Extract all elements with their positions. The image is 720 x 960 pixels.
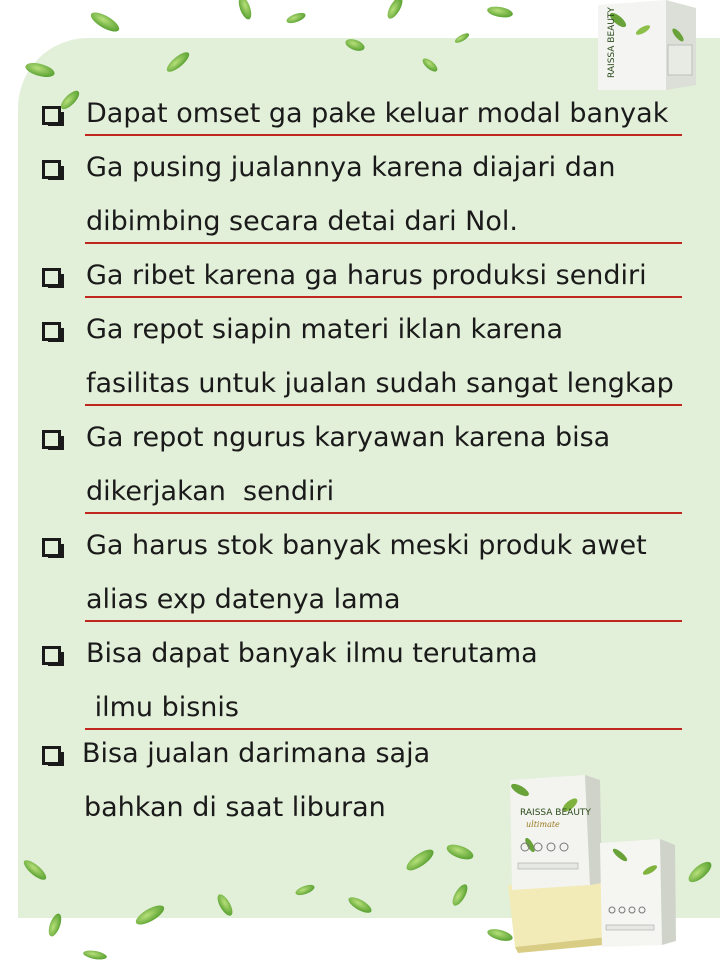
divider-line bbox=[85, 404, 682, 406]
brand-name-top: RAISSA BEAUTY bbox=[607, 7, 617, 78]
benefit-line: Dapat omset ga pake keluar modal banyak bbox=[86, 98, 669, 129]
benefit-line: Bisa dapat banyak ilmu terutama bbox=[86, 638, 538, 669]
benefit-line: bahkan di saat liburan bbox=[84, 792, 386, 823]
benefit-line: ilmu bisnis bbox=[86, 692, 239, 723]
checkbox-icon bbox=[42, 538, 61, 557]
divider-line bbox=[85, 134, 682, 136]
benefit-line: Ga ribet karena ga harus produksi sendiri bbox=[86, 260, 647, 291]
divider-line bbox=[85, 242, 682, 244]
benefit-line: fasilitas untuk jualan sudah sangat lengkap bbox=[86, 368, 674, 399]
divider-line bbox=[85, 512, 682, 514]
checkbox-icon bbox=[42, 430, 61, 449]
benefit-line: Ga repot siapin materi iklan karena bbox=[86, 314, 564, 345]
benefit-line: Bisa jualan darimana saja bbox=[82, 738, 431, 769]
benefit-line: alias exp datenya lama bbox=[86, 584, 401, 615]
checkbox-icon bbox=[42, 646, 61, 665]
divider-line bbox=[85, 296, 682, 298]
benefit-line: Ga harus stok banyak meski produk awet bbox=[86, 530, 647, 561]
checkbox-icon bbox=[42, 322, 61, 341]
divider-line bbox=[85, 728, 682, 730]
checkbox-icon bbox=[42, 160, 61, 179]
checkbox-icon bbox=[42, 106, 61, 125]
divider-line bbox=[85, 620, 682, 622]
brand-sub-bottom: ultimate bbox=[526, 820, 560, 829]
brand-name-bottom: RAISSA BEAUTY bbox=[520, 808, 591, 818]
benefit-line: dikerjakan sendiri bbox=[86, 476, 335, 507]
benefit-line: Ga repot ngurus karyawan karena bisa bbox=[86, 422, 611, 453]
benefit-line: Ga pusing jualannya karena diajari dan bbox=[86, 152, 616, 183]
benefit-line: dibimbing secara detai dari Nol. bbox=[86, 206, 518, 237]
checkbox-icon bbox=[42, 268, 61, 287]
checkbox-icon bbox=[42, 746, 61, 765]
